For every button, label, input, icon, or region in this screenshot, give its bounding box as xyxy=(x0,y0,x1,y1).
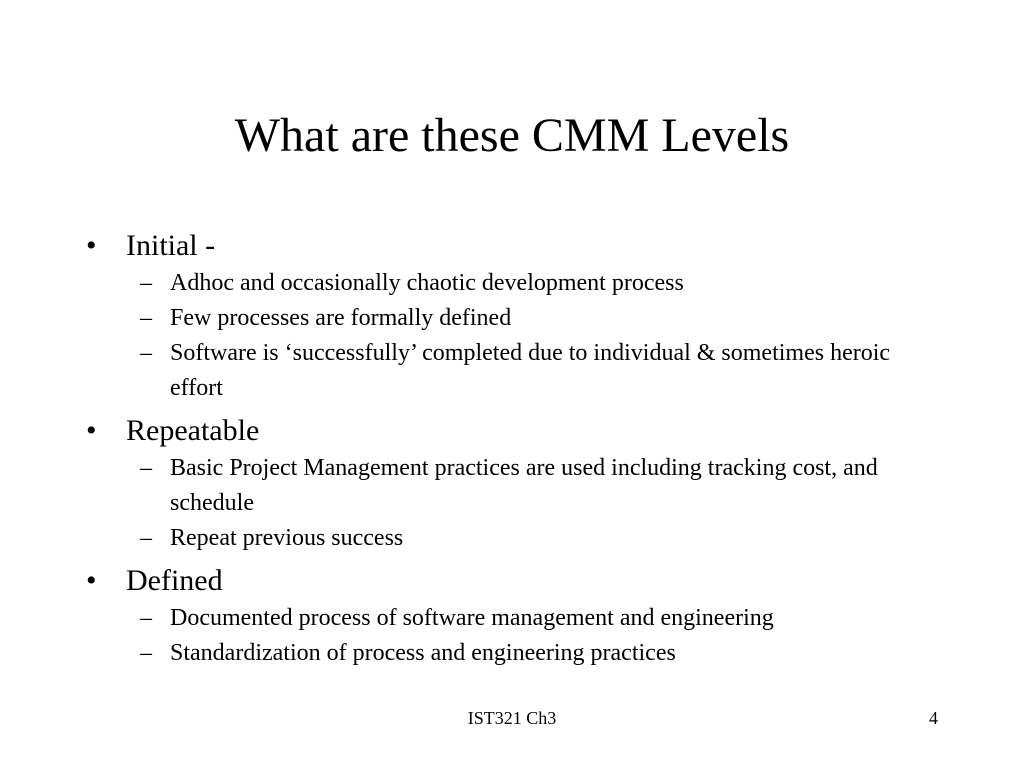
footer-course-label: IST321 Ch3 xyxy=(467,708,557,728)
slide-title: What are these CMM Levels xyxy=(234,109,790,162)
sub-item xyxy=(86,636,926,671)
sub-list xyxy=(86,601,926,671)
bullet-marker: • xyxy=(86,229,97,262)
sub-item xyxy=(86,521,926,556)
bullet-marker: • xyxy=(86,564,97,597)
sub-item xyxy=(86,451,926,521)
bullet-item-defined xyxy=(86,563,926,599)
sub-item-text: Adhoc and occasionally chaotic development process xyxy=(170,270,684,296)
sub-item xyxy=(86,301,926,336)
sub-list xyxy=(86,451,926,556)
sub-item-text: Few processes are formally defined xyxy=(170,305,512,331)
dash-marker: – xyxy=(140,640,152,666)
dash-marker: – xyxy=(140,305,152,331)
sub-list xyxy=(86,266,926,406)
sub-item xyxy=(86,266,926,301)
dash-marker: – xyxy=(140,525,152,551)
bullet-text: Defined xyxy=(126,564,223,597)
dash-marker: – xyxy=(140,270,152,296)
sub-item-text: Documented process of software management and engineering xyxy=(170,605,774,631)
bullet-marker: • xyxy=(86,414,97,447)
bullet-item-initial xyxy=(86,228,926,264)
sub-item-text: Software is ‘successfully’ completed due to individual & sometimes heroic effort xyxy=(170,340,891,401)
bullet-list xyxy=(86,228,926,671)
sub-item-text: Standardization of process and engineering practices xyxy=(170,640,676,666)
dash-marker: – xyxy=(140,455,152,481)
sub-item-text: Repeat previous success xyxy=(170,525,404,551)
page-number: 4 xyxy=(929,708,938,728)
bullet-text: Repeatable xyxy=(126,414,260,447)
sub-item-text: Basic Project Management practices are used including tracking cost, and schedule xyxy=(170,455,878,516)
sub-item xyxy=(86,601,926,636)
dash-marker: – xyxy=(140,605,152,631)
dash-marker: – xyxy=(140,340,152,366)
bullet-text: Initial - xyxy=(126,229,216,262)
bullet-item-repeatable xyxy=(86,413,926,449)
sub-item xyxy=(86,336,926,406)
